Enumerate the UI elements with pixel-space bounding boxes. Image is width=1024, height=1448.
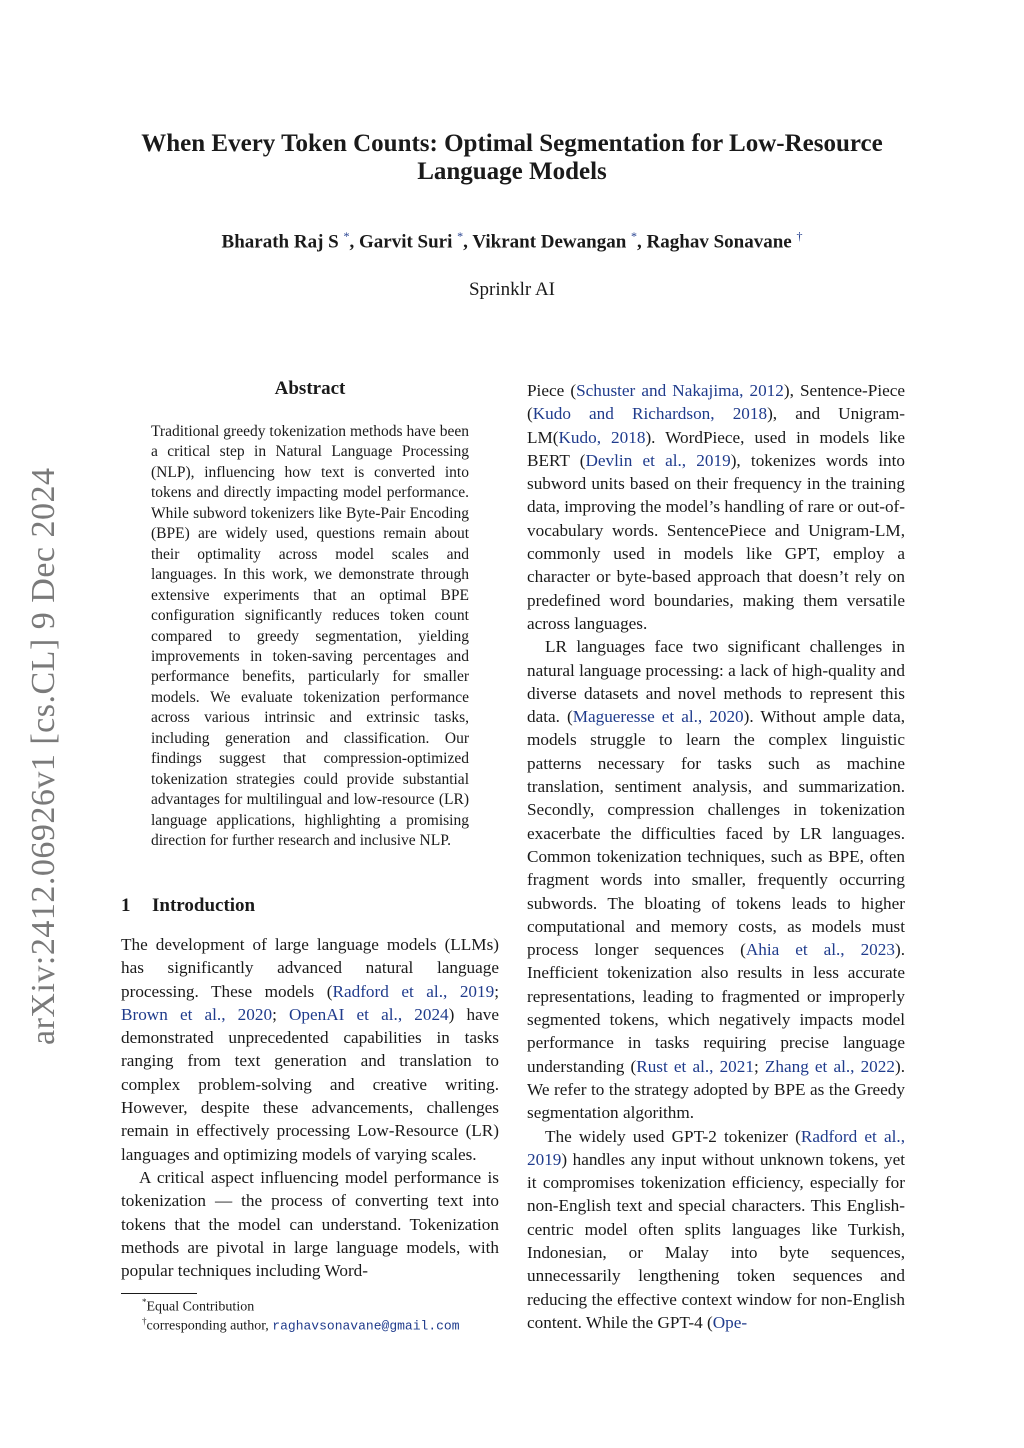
- section-title: Introduction: [152, 895, 256, 916]
- footnote: *Equal Contribution: [142, 1297, 255, 1315]
- citation-link[interactable]: Radford et al., 2019: [332, 981, 495, 1001]
- citation-link[interactable]: Zhang et al., 2022: [764, 1056, 895, 1076]
- arxiv-identifier: arXiv:2412.06926v1 [cs.CL] 9 Dec 2024: [25, 467, 62, 1045]
- citation-link[interactable]: Ahia et al., 2023: [745, 940, 895, 960]
- author-name: Vikrant Dewangan: [472, 231, 627, 253]
- email-link[interactable]: raghavsonavane@gmail.com: [272, 1318, 460, 1334]
- citation-link[interactable]: Kudo and Richardson, 2018: [532, 404, 768, 424]
- paragraph: The development of large language models (LLMs) has significantly advanced natural language processing. These models (Radford et al., 2019; Brown et al., 2020; OpenAI et al., 2024) have demonstrated unprecedented capabilities in tasks ranging from text generation and translation to complex problem-solving and creative writing. However, despite these advancements, challenges remain in effectively processing Low-Resource (LR) languages and optimizing models of varying scales.: [121, 935, 499, 1164]
- section-heading: [121, 895, 501, 917]
- citation-link[interactable]: OpenAI et al., 2024: [289, 1004, 449, 1024]
- footnote-rule: [121, 1293, 197, 1294]
- right-column-body: [527, 379, 905, 1334]
- footnote: †corresponding author, raghavsonavane@gmail.com: [142, 1316, 460, 1334]
- author-list: Bharath Raj S *, Garvit Suri *, Vikrant Dewangan *, Raghav Sonavane †: [221, 229, 803, 253]
- author-name: Bharath Raj S: [221, 231, 339, 253]
- citation-link[interactable]: Devlin et al., 2019: [585, 450, 731, 470]
- citation-link[interactable]: Kudo, 2018: [558, 427, 646, 447]
- corresponding-author-mark[interactable]: †: [796, 229, 803, 243]
- citation-link[interactable]: Brown et al., 2020: [121, 1004, 273, 1024]
- title-line-2: Language Models: [417, 158, 607, 185]
- citation-link[interactable]: Rust et al., 2021: [636, 1056, 754, 1076]
- abstract-text: Traditional greedy tokenization methods have been a critical step in Natural Language Processing (NLP), influencing how text is converted into tokens and directly impacting model performance. While subword tokenizers like Byte-Pair Encoding (BPE) are widely used, questions remain about their optimality across model scales and languages. In this work, we demonstrate through extensive experiments that an optimal BPE configuration significantly reduces token count compared to greedy segmentation, yielding improvements in token-saving percentages and performance benefits, particularly for smaller models. We evaluate tokenization performance across various intrinsic and extrinsic tasks, including generation and classification. Our findings suggest that compression-optimized tokenization strategies could provide substantial advantages for multilingual and low-resource (LR) language applications, highlighting a promising direction for further research and inclusive NLP.: [151, 423, 469, 850]
- paragraph: The widely used GPT-2 tokenizer (Radford et al., 2019) handles any input without unknown tokens, yet it compromises tokenization efficiency, especially for non-English text and special characters. This English-centric model often splits languages like Turkish, Indonesian, or Malay into byte sequences, unnecessarily lengthening token sequences and reducing the effective context window for non-English content. While the GPT-4 (Ope-: [527, 1126, 905, 1332]
- equal-contribution-mark[interactable]: *: [457, 229, 464, 243]
- equal-contribution-mark[interactable]: *: [343, 229, 350, 243]
- author-name: Garvit Suri: [358, 231, 453, 253]
- paragraph: Piece (Schuster and Nakajima, 2012), Sentence-Piece (Kudo and Richardson, 2018), and Unigram-LM(Kudo, 2018). WordPiece, used in models like BERT (Devlin et al., 2019), tokenizes words into subword units based on their frequency in the training data, improving the model’s handling of rare or out-of-vocabulary words. SentencePiece and Unigram-LM, commonly used in models like GPT, employ a character or byte-based approach that doesn’t rely on predefined word boundaries, making them versatile across languages.: [527, 381, 905, 633]
- section-number: 1: [121, 895, 131, 916]
- citation-link[interactable]: Magueresse et al., 2020: [572, 707, 744, 727]
- introduction-body: [121, 933, 499, 1282]
- paragraph: LR languages face two significant challenges in natural language processing: a lack of high-quality and diverse datasets and novel methods to represent this data. (Magueresse et al., 2020). Without ample data, models struggle to learn the complex linguistic patterns necessary for tasks such as machine translation, sentiment analysis, and summarization. Secondly, compression challenges in tokenization exacerbate the difficulties faced by LR languages. Common tokenization techniques, such as BPE, often fragment words into smaller, frequently occurring subwords. The bloating of tokens leads to higher computational and memory costs, as models must process longer sequences (Ahia et al., 2023). Inefficient tokenization also results in less accurate representations, leading to fragmented or improperly segmented tokens, which negatively impacts model performance in tasks requiring precise language understanding (Rust et al., 2021; Zhang et al., 2022). We refer to the strategy adopted by BPE as the Greedy segmentation algorithm.: [527, 637, 905, 1123]
- citation-link[interactable]: Radford et al., 2019: [527, 1126, 905, 1169]
- affiliation: Sprinklr AI: [468, 279, 556, 300]
- title-line-1: When Every Token Counts: Optimal Segmentation for Low-Resource: [141, 130, 883, 157]
- paper-title: [120, 130, 904, 186]
- citation-link[interactable]: Schuster and Nakajima, 2012: [576, 381, 784, 400]
- abstract-heading: Abstract: [274, 378, 346, 399]
- equal-contribution-mark[interactable]: *: [631, 229, 638, 243]
- paragraph: A critical aspect influencing model performance is tokenization — the process of converting text into tokens that the model can understand. Tokenization methods are pivotal in large language models, with popular techniques including Word-: [121, 1167, 499, 1281]
- citation-link[interactable]: Ope-: [712, 1312, 748, 1332]
- author-name: Raghav Sonavane: [646, 231, 792, 253]
